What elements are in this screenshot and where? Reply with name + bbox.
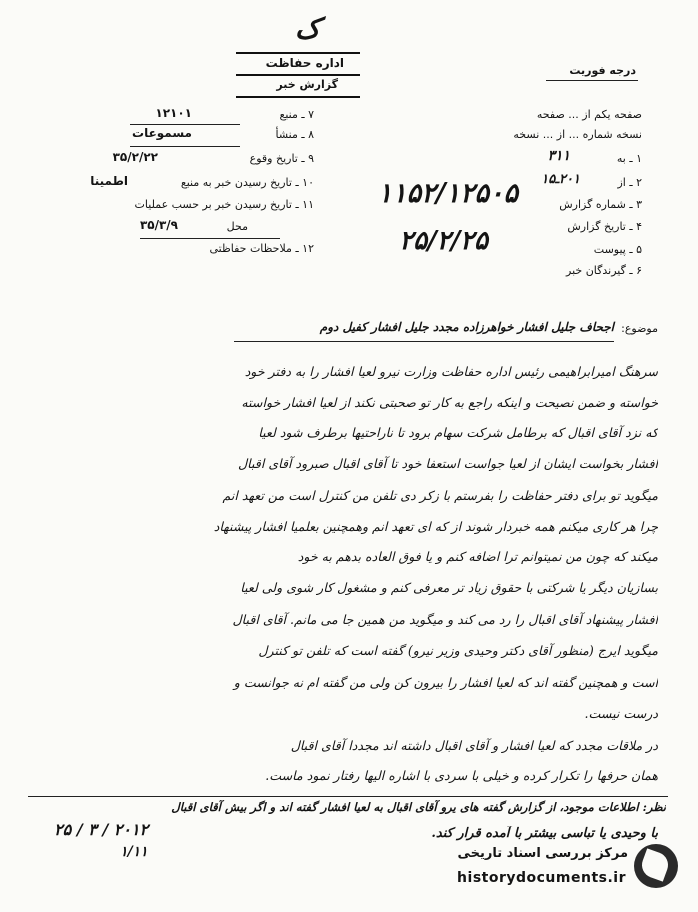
body-line: در ملاقات مجدد که لعیا افشار و آقای اقبال داشته اند مجددا آقای اقبال: [290, 738, 658, 753]
right-field: صفحه یکم از ... صفحه: [536, 108, 642, 121]
watermark-fa: مرکز بررسی اسناد تاریخی: [457, 846, 628, 861]
body-line: افشار بخواست ایشان از لعیا جواست استعفا خود تا آقای اقبال صبرود آقای اقبال: [238, 456, 658, 471]
body-line: خواسته و ضمن نصیحت و اینکه راجع به کار تو صحبتی نکند از لعیا افشار خواسته: [241, 395, 658, 410]
right-field: ۴ ـ تاریخ گزارش: [567, 220, 642, 233]
urgency-label: درجه فوریت: [569, 64, 636, 77]
body-line: سرهنگ امیرابراهیمی رئیس اداره حفاظت وزارت نیرو لعیا افشار را به دفتر خود: [244, 364, 658, 379]
signature: ۱/۱۱: [120, 844, 148, 860]
history-documents-logo: [394, 840, 684, 900]
header-org: اداره حفاظت: [265, 56, 344, 70]
watermark-en: historydocuments.ir: [457, 870, 626, 886]
left-field: محل: [226, 220, 248, 233]
left-value: ۳۵/۳/۹: [139, 218, 178, 232]
left-field: ۱۱ ـ تاریخ رسیدن خبر بر حسب عملیات: [134, 198, 314, 211]
right-field: ۶ ـ گیرندگان خبر: [566, 264, 642, 277]
body-line: میگوید ایرج (منظور آقای دکتر وحیدی وزیر نیرو) گفته است که تلفن تو کنترل: [258, 643, 658, 658]
body-line: همان حرفها را تکرار کرده و خیلی با سردی با اشاره الیها رفتار نمود ماست.: [265, 768, 658, 783]
body-line: درست نیست.: [584, 706, 658, 721]
right-field: ۵ ـ پیوست: [593, 243, 642, 256]
subject-text: اجحاف جلیل افشار خواهرزاده مجدد جلیل افشار کفیل دوم: [319, 320, 614, 334]
header-type: گزارش خبر: [276, 78, 338, 91]
header-mark: ک: [294, 12, 320, 45]
report-from-value: ۲۰۱ـ۱۵: [541, 172, 580, 187]
footer-line: با وحیدی یا تباسی بیشتر با آمده قرار کند.: [431, 826, 658, 841]
body-line: میکند که چون من نمیتوانم ترا اضافه کنم و یا فوق العاده بدهم به خود: [297, 549, 658, 564]
body-line: میگوید تو برای دفتر حفاظت را بفرستم با زکر دی تلفن من کنترل است من تعهد انم: [222, 488, 658, 503]
right-field: نسخه شماره ... از ... نسخه: [513, 128, 642, 141]
report-number-value: ۱۱۵۲/۱۲۵۰۵: [377, 178, 518, 209]
report-to-value: ۳۱۱: [547, 148, 570, 164]
body-line: بسازیان دیگر یا شرکتی با حقوق زیاد تر معرفی کنم و مشغول کار شوی ولی لعیا: [240, 580, 658, 595]
left-field: ۱۲ ـ ملاحظات حفاظتی: [209, 242, 314, 255]
report-header: [236, 12, 360, 100]
left-value: ۱۲۱۰۱: [155, 106, 192, 120]
right-field: ۲ ـ از: [617, 176, 642, 189]
left-field: ۷ ـ منبع: [279, 108, 314, 121]
body-line: که نزد آقای اقبال که برطامل شرکت سهام برود تا ناراحتیها برطرف شود لعیا: [258, 425, 658, 440]
left-field: ۱۰ ـ تاریخ رسیدن خبر به منبع: [180, 176, 314, 189]
right-field: ۳ ـ شماره گزارش: [559, 198, 642, 211]
body-line: است و همچنین گفته اند که لعیا افشار را بیرون کن ولی من گفته ام نه جوانست و: [233, 675, 658, 690]
left-value: ۳۵/۲/۲۲: [112, 150, 158, 164]
footer-id: ۲۵ / ۳ / ۲۰۱۲: [54, 820, 149, 839]
left-field: ۸ ـ منشأ: [275, 128, 314, 141]
body-line: افشار پیشنهاد آقای اقبال را رد می کند و میگوید من همین جا می مانم. آقای اقبال: [232, 612, 658, 627]
footer-line: نظر: اطلاعات موجود، از گزارش گفته های یرو آقای اقبال به لعیا افشار گفته اند و اگر بیش آقای اقبال: [171, 800, 666, 814]
left-value: اطمینا: [90, 174, 128, 188]
report-date-value: ۲۵/۲/۲۵: [399, 226, 488, 256]
body-line: چرا هر کاری میکنم همه خبردار شوند از که ای تعهد انم وهمچنین بعلمیا افشار پیشنهاد: [213, 519, 658, 534]
left-value: مسموعات: [132, 126, 192, 140]
right-field: ۱ ـ به: [616, 152, 642, 165]
left-field: ۹ ـ تاریخ وقوع: [249, 152, 314, 165]
subject-label: موضوع:: [621, 322, 658, 335]
